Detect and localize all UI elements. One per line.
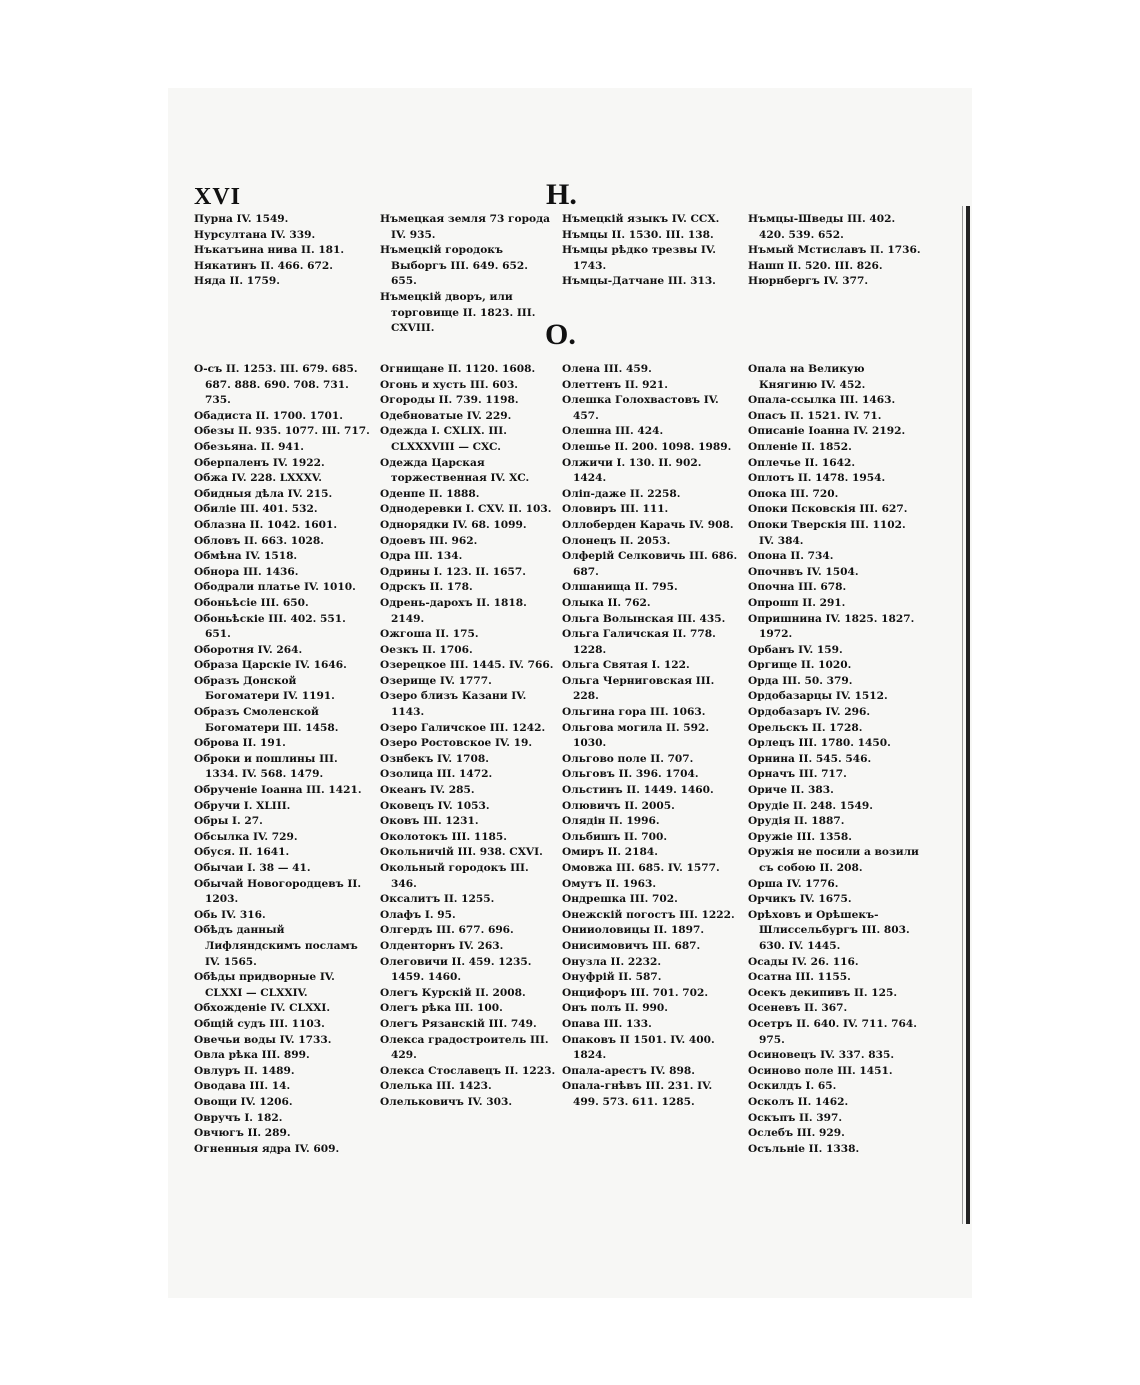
index-entry: Нашп II. 520. III. 826. (748, 259, 883, 272)
index-column (380, 362, 556, 1111)
index-entry: Олегъ Рязанскій III. 749. (380, 1017, 537, 1030)
index-entry: Образъ Смоленской Богоматери III. 1458. (194, 706, 339, 734)
index-entry: Обхожденіе IV. CLXXI. (194, 1002, 331, 1015)
index-column (748, 362, 924, 1157)
index-entry: Обезьяна. II. 941. (194, 440, 304, 453)
index-entry: Опока III. 720. (748, 487, 839, 500)
index-entry: Нурсултана IV. 339. (194, 228, 316, 241)
index-entry: Ордобазарцы IV. 1512. (748, 690, 888, 703)
index-entry: Ободрали платье IV. 1010. (194, 581, 356, 594)
index-entry: Опочнвъ IV. 1504. (748, 565, 859, 578)
index-entry: Облазна II. 1042. 1601. (194, 518, 338, 531)
index-entry: Опришнина IV. 1825. 1827. 1972. (748, 612, 915, 641)
index-entry: Осекъ декипивъ II. 125. (748, 986, 898, 999)
index-entry: Олыка II. 762. (562, 596, 651, 609)
index-entry: Овла рѣка III. 899. (194, 1049, 310, 1062)
binding-edge (966, 206, 970, 1224)
index-entry: Овощи IV. 1206. (194, 1095, 293, 1108)
index-entry: Окольный городокъ III. 346. (380, 862, 529, 890)
index-entry: Омиръ II. 2184. (562, 846, 658, 859)
index-entry: Опаковъ II 1501. IV. 400. 1824. (562, 1033, 715, 1062)
index-entry: Одежда Царская торжественная IV. XC. (380, 456, 530, 485)
index-entry: Оброки и пошлины III. 1334. IV. 568. 1479. (194, 752, 338, 781)
index-entry: Обуся. II. 1641. (194, 846, 290, 859)
section-heading-n: Н. (546, 178, 577, 211)
index-entry: Нъмецкая земля 73 города IV. 935. (380, 213, 551, 241)
index-entry: Ослебъ III. 929. (748, 1127, 845, 1140)
index-column (562, 362, 738, 1111)
index-entry: Однодеревки I. CXV. II. 103. (380, 503, 552, 516)
index-entry: Олена III. 459. (562, 363, 652, 375)
index-entry: Обнора III. 1436. (194, 565, 299, 578)
index-column (380, 212, 556, 337)
index-entry: Оковецъ IV. 1053. (380, 799, 490, 812)
index-entry: Океанъ IV. 285. (380, 784, 475, 797)
index-entry: Опала-гнѣвъ III. 231. IV. 499. 573. 611. 1285. (562, 1080, 713, 1108)
index-entry: Одоевъ III. 962. (380, 534, 478, 547)
index-entry: Ориче II. 383. (748, 784, 834, 797)
index-entry: Ондрешка III. 702. (562, 893, 678, 906)
index-entry: Ольстинъ II. 1449. 1460. (562, 784, 714, 797)
index-entry: Опочна III. 678. (748, 581, 847, 594)
index-entry: Обжа IV. 228. LXXXV. (194, 472, 322, 485)
index-entry: Онуфрій II. 587. (562, 971, 662, 984)
index-entry: Олжичи I. 130. II. 902. 1424. (562, 456, 702, 485)
index-entry: Оліп-даже II. 2258. (562, 487, 681, 500)
index-entry: Пурна IV. 1549. (194, 213, 289, 225)
index-entry: Одрины I. 123. II. 1657. (380, 565, 526, 578)
index-entry: Орнина II. 545. 546. (748, 752, 872, 765)
index-entry: Огнищане II. 1120. 1608. (380, 363, 536, 375)
index-entry: Нъкатъина нива II. 181. (194, 244, 345, 257)
index-entry: Овлуръ II. 1489. (194, 1064, 295, 1077)
index-entry: Ольгина гора III. 1063. (562, 706, 706, 719)
index-entry: Нъмецкій языкъ IV. CCX. (562, 213, 720, 225)
index-entry: Опрошп II. 291. (748, 596, 846, 609)
index-entry: Обловъ II. 663. 1028. (194, 534, 324, 547)
index-entry: Оберпаленъ IV. 1922. (194, 456, 325, 469)
index-entry: Осетръ II. 640. IV. 711. 764. 975. (748, 1017, 917, 1046)
index-entry: Орша IV. 1776. (748, 877, 839, 890)
index-entry: Обѣды придворные IV. CLXXI — CLXXIV. (194, 971, 335, 999)
index-entry: О-съ II. 1253. III. 679. 685. 687. 888. 690. 708. 731. 735. (194, 363, 358, 407)
index-entry: Обѣдъ данный Лифляндскимъ посламъ IV. 1565. (194, 924, 358, 968)
index-entry: Оскъпъ II. 397. (748, 1111, 843, 1124)
index-entry: Нъмцы рѣдко трезвы IV. 1743. (562, 244, 716, 272)
index-entry: Овчюгъ II. 289. (194, 1127, 291, 1140)
index-entry: Осеневъ II. 367. (748, 1002, 848, 1015)
index-entry: Огороды II. 739. 1198. (380, 394, 519, 407)
index-entry: Оргище II. 1020. (748, 659, 852, 672)
index-entry: Ольбишъ II. 700. (562, 830, 668, 843)
index-column (748, 212, 924, 290)
index-entry: Онисимовичъ III. 687. (562, 939, 701, 952)
index-entry: Озеро близъ Казани IV. 1143. (380, 690, 527, 719)
index-entry: Осатна III. 1155. (748, 971, 851, 984)
index-entry: Нъмцы-Шведы III. 402. 420. 539. 652. (748, 213, 896, 241)
index-entry: Оброва II. 191. (194, 737, 286, 750)
index-entry: Олекса Стославецъ II. 1223. (380, 1064, 556, 1077)
index-entry: Онцифоръ III. 701. 702. (562, 986, 709, 999)
index-entry: Ознбекъ IV. 1708. (380, 752, 489, 765)
index-entry: Обмѣна IV. 1518. (194, 550, 298, 563)
index-entry: Осиново поле III. 1451. (748, 1064, 893, 1077)
index-entry: Обычаи I. 38 — 41. (194, 862, 311, 874)
index-entry: Орудія II. 1887. (748, 815, 845, 828)
index-entry: Олеттенъ II. 921. (562, 378, 668, 391)
index-entry: Опава III. 133. (562, 1017, 652, 1030)
index-column (194, 212, 370, 290)
index-entry: Оскилдъ I. 65. (748, 1080, 837, 1093)
index-column (562, 212, 738, 290)
index-entry: Оловиръ III. 111. (562, 503, 669, 516)
index-entry: Однорядки IV. 68. 1099. (380, 518, 527, 531)
index-entry: Озерецкое III. 1445. IV. 766. (380, 659, 554, 672)
index-entry: Орудіе II. 248. 1549. (748, 799, 873, 812)
index-entry: Оксалитъ II. 1255. (380, 893, 495, 906)
index-entry: Онииоловицы II. 1897. (562, 924, 705, 937)
index-entry: Оплотъ II. 1478. 1954. (748, 472, 886, 485)
index-entry: Ольга Волынская III. 435. (562, 612, 726, 625)
index-entry: Обезы II. 935. 1077. III. 717. (194, 425, 370, 438)
index-column (194, 362, 370, 1157)
index-entry: Обадиста II. 1700. 1701. (194, 409, 343, 422)
index-entry: Орбанъ IV. 159. (748, 643, 843, 656)
index-entry: Овечьи воды IV. 1733. (194, 1033, 332, 1046)
index-entry: Онежскій погостъ III. 1222. (562, 908, 735, 921)
index-entry: Орельскъ II. 1728. (748, 721, 863, 734)
index-entry: Оковъ III. 1231. (380, 815, 479, 828)
index-entry: Образъ Донской Богоматери IV. 1191. (194, 674, 335, 703)
index-entry: Някатинъ II. 466. 672. (194, 259, 333, 272)
index-entry: Опленіе II. 1852. (748, 440, 852, 453)
index-entry: Ольга Святая I. 122. (562, 659, 690, 672)
index-entry: Оборотня IV. 264. (194, 643, 303, 656)
index-entry: Осады IV. 26. 116. (748, 955, 859, 968)
index-entry: Олафъ I. 95. (380, 908, 456, 921)
index-entry: Опала на Великую Княгиню IV. 452. (748, 363, 866, 391)
index-entry: Ожгоша II. 175. (380, 628, 479, 641)
index-entry: Огонь и хусть III. 603. (380, 378, 518, 391)
index-entry: Олелька III. 1423. (380, 1080, 492, 1093)
index-entry: Обсылка IV. 729. (194, 830, 298, 843)
index-entry: Одебноватые IV. 229. (380, 409, 512, 422)
index-entry: Олешка Голохвастовъ IV. 457. (562, 394, 719, 422)
index-entry: Ордобазаръ IV. 296. (748, 706, 871, 719)
index-entry: Обь IV. 316. (194, 908, 266, 921)
index-entry: Обрученіе Іоанна III. 1421. (194, 784, 362, 797)
index-entry: Огненныя ядра IV. 609. (194, 1142, 340, 1155)
index-entry: Обиліе III. 401. 532. (194, 503, 318, 516)
index-entry: Нъмцы II. 1530. III. 138. (562, 228, 714, 241)
index-entry: Озерище IV. 1777. (380, 674, 492, 687)
index-entry: Оезкъ II. 1706. (380, 643, 473, 656)
index-entry: Олешна III. 424. (562, 425, 664, 438)
index-entry: Опасъ II. 1521. IV. 71. (748, 409, 882, 422)
index-entry: Нюрнбергъ IV. 377. (748, 275, 869, 288)
index-entry: Омовжа III. 685. IV. 1577. (562, 862, 720, 874)
index-entry: Общій судъ III. 1103. (194, 1017, 325, 1030)
index-entry: Орѣховъ и Орѣшекъ-Шлиссельбургъ III. 803. 630. IV. 1445. (748, 908, 910, 952)
index-entry: Нъмецкій дворъ, или торговище II. 1823. III. CXVIII. (380, 290, 536, 335)
index-entry: Нъмцы-Датчане III. 313. (562, 275, 716, 288)
index-entry: Олельковичъ IV. 303. (380, 1095, 513, 1108)
index-entry: Озолица III. 1472. (380, 768, 493, 781)
index-entry: Обры I. 27. (194, 815, 263, 828)
index-entry: Ольговъ II. 396. 1704. (562, 768, 699, 781)
index-entry: Олшанища II. 795. (562, 581, 678, 594)
index-entry: Орлецъ III. 1780. 1450. (748, 737, 891, 750)
index-entry: Олекса градостроитель III. 429. (380, 1033, 549, 1062)
index-entry: Олеговичи II. 459. 1235. 1459. 1460. (380, 955, 532, 984)
index-entry: Опала-ссылка III. 1463. (748, 394, 896, 407)
index-entry: Оружіе III. 1358. (748, 830, 852, 843)
index-entry: Олешье II. 200. 1098. 1989. (562, 440, 732, 453)
index-entry: Олегъ рѣка III. 100. (380, 1002, 503, 1015)
index-entry: Околотокъ III. 1185. (380, 830, 507, 843)
index-entry: Одрскъ II. 178. (380, 581, 473, 594)
index-entry: Олегъ Курскій II. 2008. (380, 986, 526, 999)
index-entry: Образа Царскіе IV. 1646. (194, 659, 347, 672)
index-entry: Оплечье II. 1642. (748, 456, 856, 469)
index-entry: Омутъ II. 1963. (562, 877, 657, 890)
index-entry: Овручъ I. 182. (194, 1111, 283, 1124)
index-entry: Окольничій III. 938. CXVI. (380, 846, 543, 859)
index-entry: Орда III. 50. 379. (748, 674, 853, 687)
index-entry: Олденторнъ IV. 263. (380, 939, 504, 952)
index-entry: Оружія не посили а возили съ собою II. 208. (748, 846, 919, 874)
index-entry: Одрень-дарохъ II. 1818. 2149. (380, 596, 527, 625)
index-entry: Опоки Псковскія III. 627. (748, 503, 908, 516)
index-entry: Обидныя дѣла IV. 215. (194, 487, 333, 500)
index-entry: Няда II. 1759. (194, 275, 280, 288)
index-entry: Одежда I. CXLIX. III. CLXXXVIII — CXC. (380, 425, 507, 453)
index-entry: Опала-арестъ IV. 898. (562, 1064, 695, 1077)
index-entry: Нъмецкій городокъ Выборгъ III. 649. 652. 655. (380, 244, 528, 288)
index-entry: Оденпе II. 1888. (380, 487, 480, 500)
index-entry: Ольгова могила II. 592. 1030. (562, 721, 710, 750)
section-heading-o: О. (545, 318, 576, 351)
index-entry: Описаніе Іоанна IV. 2192. (748, 425, 906, 438)
index-entry: Ольгово поле II. 707. (562, 752, 694, 765)
index-entry: Озеро Галичское III. 1242. (380, 721, 546, 734)
index-entry: Оводава III. 14. (194, 1080, 291, 1093)
index-entry: Оллоберден Карачь IV. 908. (562, 518, 734, 531)
index-entry: Обручи I. XLIII. (194, 799, 291, 812)
index-entry: Осколъ II. 1462. (748, 1095, 849, 1108)
index-entry: Онузла II. 2232. (562, 955, 662, 968)
index-entry: Ольга Черниговская III. 228. (562, 674, 715, 703)
index-entry: Обоньѣсie III. 650. (194, 596, 309, 609)
index-entry: Онъ полъ II. 990. (562, 1002, 668, 1015)
index-entry: Опона II. 734. (748, 550, 834, 563)
index-entry: Олядін II. 1996. (562, 815, 660, 828)
page-number: XVI (194, 184, 242, 210)
index-entry: Озеро Ростовское IV. 19. (380, 737, 533, 750)
index-entry: Орначъ III. 717. (748, 768, 847, 781)
index-entry: Ольга Галичская II. 778. 1228. (562, 628, 716, 656)
index-entry: Осъльніе II. 1338. (748, 1142, 860, 1155)
index-entry: Орчикъ IV. 1675. (748, 893, 852, 906)
index-entry: Опоки Тверскія III. 1102. IV. 384. (748, 518, 906, 547)
index-entry: Олонецъ II. 2053. (562, 534, 671, 547)
binding-edge-line (962, 206, 963, 1224)
index-entry: Обоньѣскіе III. 402. 551. 651. (194, 612, 346, 641)
index-entry: Осиновецъ IV. 337. 835. (748, 1049, 895, 1062)
index-entry: Олювичъ II. 2005. (562, 799, 675, 812)
index-entry: Одра III. 134. (380, 550, 463, 563)
index-entry: Олферій Селковичь III. 686. 687. (562, 550, 738, 578)
index-entry: Олгердъ III. 677. 696. (380, 924, 514, 937)
index-entry: Обычай Новогородцевъ II. 1203. (194, 877, 362, 906)
index-entry: Нъмый Мстиславъ II. 1736. (748, 244, 921, 257)
